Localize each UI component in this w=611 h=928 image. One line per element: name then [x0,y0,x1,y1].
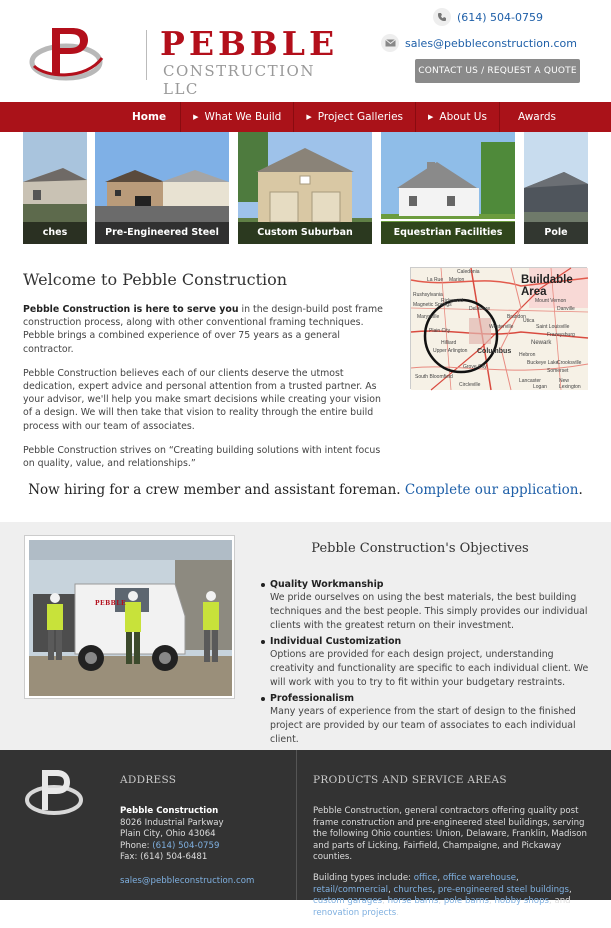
header-phone-text[interactable]: (614) 504-0759 [456,10,543,24]
hiring-banner [0,482,611,498]
objective-heading: Individual Customization [270,636,402,647]
map-town-caledonia: Caledonia [457,269,480,275]
map-town-plain-city: Plain City [429,328,451,334]
logo-divider [146,30,147,80]
nav-about-us-label: About Us [439,111,487,123]
map-town-grove-city: Grove City [463,364,487,370]
caret-right-icon: ▶ [193,113,199,121]
welcome-paragraph-3: Pebble Construction strives on “Creating building solutions with intent focus on quality, value, and relationships.” [23,444,381,470]
header-phone[interactable] [433,8,543,26]
map-town-rushsylvania: Rushsylvania [413,292,443,298]
map-town-upper-arlington: Upper Arlington [433,348,468,354]
nav-what-we-build-label: What We Build [204,111,282,123]
logo[interactable] [30,22,339,98]
footer-phone-link[interactable]: (614) 504-0759 [152,840,220,851]
footer-city: Plain City, Ohio 43064 [120,829,216,840]
hiring-end: . [578,482,583,498]
map-town-columbus: Columbus [477,348,512,355]
caret-right-icon: ▶ [428,113,434,121]
nav-project-galleries-label: Project Galleries [317,111,404,123]
map-area-label-line1: Buildable [521,274,573,286]
objective-heading: Professionalism [270,693,354,704]
gallery-strip [0,132,611,244]
welcome-lead: Pebble Construction is here to serve you [23,304,239,315]
gallery-tile-equestrian[interactable] [381,132,515,244]
nav-project-galleries[interactable] [294,102,415,132]
gallery-tile-pole[interactable] [524,132,588,244]
map-town-mount-vernon: Mount Vernon [535,298,567,304]
objective-item [270,635,590,690]
type-link[interactable]: churches [393,884,433,895]
objective-item [270,692,590,747]
gallery-caption: Custom Suburban [238,222,372,244]
map-town-marysville: Marysville [417,314,440,320]
logo-title: PEBBLE [160,24,339,63]
main-nav [0,102,611,132]
map-town-westerville: Westerville [489,324,514,330]
type-link[interactable]: pole barns [443,896,489,907]
types-end: . [396,907,399,918]
logo-subtitle: CONSTRUCTION LLC [163,62,315,98]
nav-home-label: Home [132,111,167,123]
map-town-danville: Danville [557,306,575,312]
crew-photo [24,535,235,699]
objective-text: Options are provided for each design project, understanding creativity and functionality are specific to each individual client. We will work with you to try to fit within your budgetary restraints. [270,649,589,688]
phone-icon [433,8,451,26]
hiring-text: Now hiring for a crew member and assistant foreman. [28,482,405,498]
footer-phone-label: Phone: [120,840,153,851]
objectives-section [0,522,611,750]
gallery-caption: Pole [524,222,588,244]
map-area-label-line2: Area [521,286,547,298]
header-email[interactable] [381,34,577,52]
objective-item [270,578,590,633]
footer-logo-icon [24,766,86,820]
footer-fax: Fax: (614) 504-6481 [120,852,208,863]
products-text: Pebble Construction, general contractors offering quality post frame construction and pre-engineered steel buildings, serving the following Ohio counties: Union, Delaware, Franklin, Madison and parts of Licking, Fairfield, Champaigne, and Pickaway counties. [313,806,587,863]
footer-phone [120,841,290,853]
nav-what-we-build[interactable] [181,102,293,132]
map-town-saint-louisville: Saint Louisville [536,324,570,330]
crew-truck-image [25,536,236,700]
truck-door-logo: PEBBLE [95,600,127,607]
map-area-label [521,274,573,298]
gallery-tile-suburban[interactable] [238,132,372,244]
building-types: Building types include: office, office warehouse, retail/commercial, churches, pre-engineered steel buildings, custom garages, horse barns, pole barns, hobby shops, and renovation projects. [313,872,572,918]
type-link[interactable]: horse barns [387,896,439,907]
gallery-caption: ches [23,222,87,244]
map-town-magnetic-springs: Magnetic Springs [413,302,452,308]
map-town-newark: Newark [531,340,552,346]
welcome-paragraph-2: Pebble Construction believes each of our clients deserve the utmost dedication, expert advice and personal attention from a trusted partner. As your advisor, we'll help you make smart decisions while creating your vision of a design. We will then take that vision to reality through the entire build process with our team of associates. [23,367,381,432]
footer-address [120,774,290,888]
type-link[interactable]: office [413,872,438,883]
nav-home[interactable] [120,102,180,132]
site-footer [0,750,611,918]
welcome-title: Welcome to Pebble Construction [23,270,288,289]
nav-about-us[interactable] [416,102,499,132]
map-town-somerset: Somerset [547,368,569,374]
envelope-icon [381,34,399,52]
footer-divider [296,750,297,900]
objective-heading: Quality Workmanship [270,579,384,590]
gallery-caption: Equestrian Facilities [381,222,515,244]
welcome-lead-rest: in the design-build post frame construction process, along with other conventional framing techniques. Pebble brings a combined experience of over 75 years as a general contractor. [23,304,383,355]
footer-street: 8026 Industrial Parkway [120,817,224,828]
header-email-text[interactable]: sales@pebbleconstruction.com [405,36,577,50]
map-town-marion: Marion [449,277,465,283]
map-town-circleville: Circleville [459,382,481,388]
map-town-hilliard: Hilliard [441,340,457,346]
welcome-section [23,270,391,481]
type-link[interactable]: hobby shops [494,896,549,907]
buildable-area-map[interactable] [410,267,587,389]
map-town-brandon: Brandon [507,314,526,320]
footer-email-row [120,876,290,888]
footer-products [313,774,593,928]
nav-awards[interactable] [500,102,568,132]
welcome-paragraph-1 [23,303,391,356]
footer-company-name: Pebble Construction [120,806,219,816]
contact-quote-button[interactable]: CONTACT US / REQUEST A QUOTE [415,59,580,83]
map-town-frazeysburg: Frazeysburg [547,332,575,338]
gallery-tile-steel[interactable] [95,132,229,244]
type-link[interactable]: custom garages [313,896,383,907]
footer-email-link[interactable]: sales@pebbleconstruction.com [120,875,255,886]
objectives-list [270,578,590,749]
type-link[interactable]: pre-engineered steel buildings [437,884,569,895]
type-link[interactable]: renovation projects [313,907,397,918]
map-town-la-rue: La Rue [427,277,444,283]
map-town-utica: Utica [523,318,535,324]
map-town-delaware: Delaware [469,306,491,312]
types-and: and [554,896,571,907]
map-town-buckeye-lake: Buckeye Lake [527,360,559,366]
map-town-new-lexington: New Lexington [559,378,581,390]
footer-company [120,806,290,818]
map-town-crooksville: Crooksville [557,360,582,366]
gallery-caption: Pre-Engineered Steel [95,222,229,244]
logo-mark-icon [30,22,108,84]
map-town-richwood: Richwood [441,298,463,304]
types-prefix: Building types include: [313,872,414,883]
objectives-title: Pebble Construction's Objectives [311,541,529,556]
type-link[interactable]: retail/commercial [313,884,389,895]
map-town-lancaster: Lancaster [519,378,541,384]
objective-text: We pride ourselves on using the best materials, the best building techniques and the best people. This simply provides our individual clients with the greatest return on their investment. [270,592,588,631]
gallery-tile-churches[interactable] [23,132,87,244]
map-town-hebron: Hebron [519,352,536,358]
address-heading: ADDRESS [120,774,177,786]
map-town-south-bloomfield: South Bloomfield [415,374,453,380]
site-header [0,0,611,102]
objective-text: Many years of experience from the start of design to the finished project are provided by our team of associates to each individual client. [270,706,576,745]
products-heading: PRODUCTS AND SERVICE AREAS [313,774,507,786]
type-link[interactable]: office warehouse [442,872,516,883]
map-town-logan: Logan [533,384,547,390]
nav-awards-label: Awards [517,111,557,123]
caret-right-icon: ▶ [306,113,312,121]
application-link[interactable]: Complete our application [404,482,579,498]
